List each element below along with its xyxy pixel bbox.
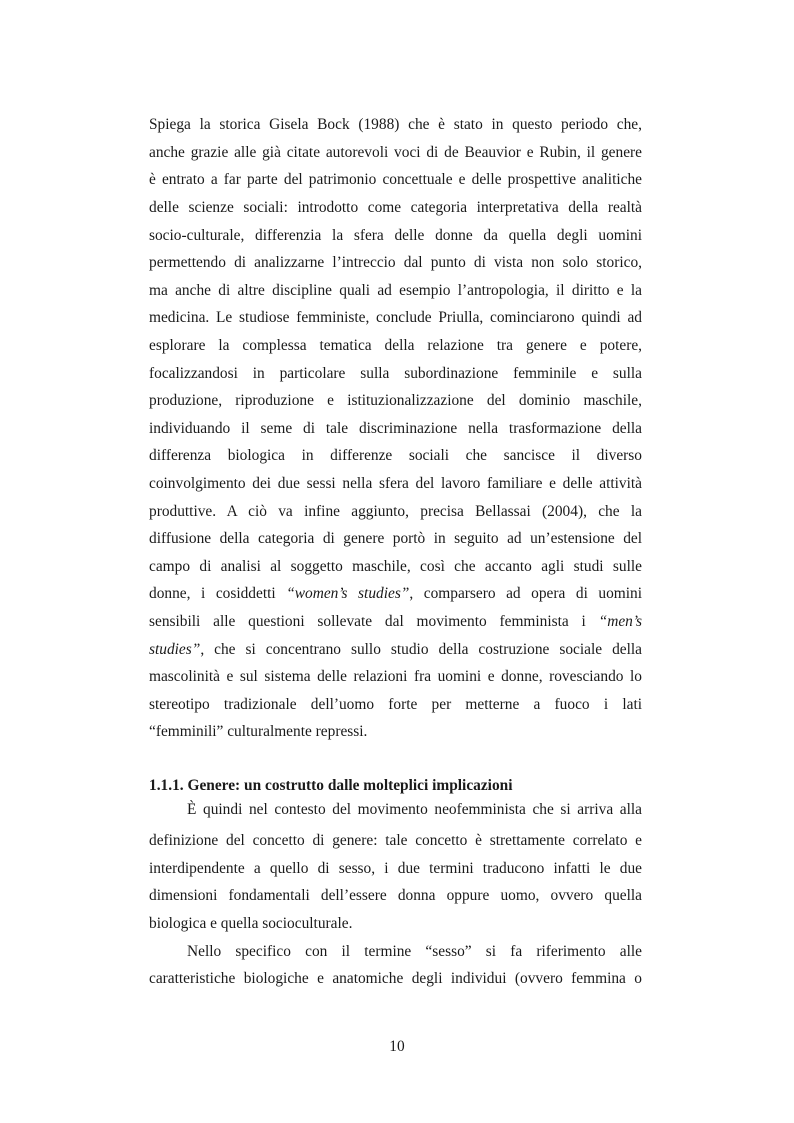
text-line [149, 612, 642, 632]
text-line: è entrato a far parte del patrimonio concettuale e delle prospettive analitiche [149, 171, 642, 188]
text-line: delle scienze sociali: introdotto come categoria interpretativa della realtà [149, 199, 642, 216]
text-line: È quindi nel contesto del movimento neofemminista che si arriva alla [187, 801, 642, 818]
text-line: Nello specifico con il termine “sesso” si fa riferimento alle [187, 943, 642, 960]
text-line: focalizzandosi in particolare sulla subordinazione femminile e sulla [149, 365, 642, 382]
text-line: produttive. A ciò va infine aggiunto, precisa Bellassai (2004), che la [149, 503, 642, 520]
text-line: mascolinità e sul sistema delle relazioni fra uomini e donne, rovesciando lo [149, 668, 642, 685]
text-line: individuando il seme di tale discriminazione nella trasformazione della [149, 420, 642, 437]
text-line: socio-culturale, differenzia la sfera delle donne da quella degli uomini [149, 227, 642, 244]
text-line: ma anche di altre discipline quali ad esempio l’antropologia, il diritto e la [149, 282, 642, 299]
italic-term: “women’s studies” [286, 585, 410, 602]
text-line: differenza biologica in differenze sociali che sancisce il diverso [149, 447, 642, 464]
text-line: produzione, riproduzione e istituzionalizzazione del dominio maschile, [149, 392, 642, 409]
text-line: diffusione della categoria di genere portò in seguito ad un’estensione del [149, 530, 642, 547]
text-line: anche grazie alle già citate autorevoli voci di de Beauvior e Rubin, il genere [149, 144, 642, 161]
text-line: Spiega la storica Gisela Bock (1988) che è stato in questo periodo che, [149, 116, 642, 133]
text-run: donne, i cosiddetti [149, 585, 287, 602]
text-line: dimensioni fondamentali dell’essere donna oppure uomo, ovvero quella [149, 887, 642, 904]
italic-term: studies” [149, 641, 201, 658]
text-line: stereotipo tradizionale dell’uomo forte per metterne a fuoco i lati [149, 696, 642, 713]
text-line: definizione del concetto di genere: tale concetto è strettamente correlato e [149, 832, 642, 849]
text-run: , comparsero ad opera di uomini [409, 585, 643, 602]
text-run: , che si concentrano sullo studio della costruzione sociale della [200, 641, 642, 658]
section-heading: 1.1.1. Genere: un costrutto dalle molteplici implicazioni [149, 777, 513, 794]
text-line: “femminili” culturalmente repressi. [149, 723, 368, 740]
page-number: 10 [389, 1038, 405, 1055]
text-line: coinvolgimento dei due sessi nella sfera del lavoro familiare e delle attività [149, 475, 642, 492]
text-run: sensibili alle questioni sollevate dal movimento femminista i [149, 613, 599, 630]
text-line [149, 584, 642, 604]
text-line: esplorare la complessa tematica della relazione tra genere e potere, [149, 337, 642, 354]
text-line: permettendo di analizzarne l’intreccio dal punto di vista non solo storico, [149, 254, 642, 271]
text-line: caratteristiche biologiche e anatomiche degli individui (ovvero femmina o [149, 970, 642, 987]
text-line: medicina. Le studiose femministe, conclude Priulla, cominciarono quindi ad [149, 309, 642, 326]
text-line: interdipendente a quello di sesso, i due termini traducono infatti le due [149, 860, 642, 877]
text-line: campo di analisi al soggetto maschile, così che accanto agli studi sulle [149, 558, 642, 575]
italic-term: “men’s [598, 613, 642, 630]
text-line [149, 640, 642, 660]
text-line: biologica e quella socioculturale. [149, 915, 353, 932]
